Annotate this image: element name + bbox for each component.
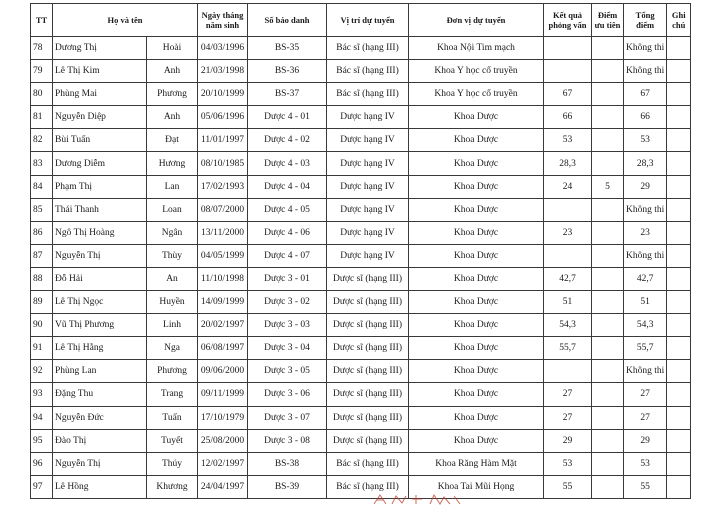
cell-department: Khoa Dược — [409, 129, 544, 152]
header-total-score: Tổng điểm — [624, 4, 667, 37]
cell-notes — [667, 244, 691, 267]
cell-priority-points — [592, 221, 624, 244]
header-priority-points: Điểm ưu tiên — [592, 4, 624, 37]
header-department: Đơn vị dự tuyển — [409, 4, 544, 37]
cell-notes — [667, 429, 691, 452]
table-row — [31, 475, 691, 498]
cell-tt: 87 — [31, 244, 53, 267]
cell-department: Khoa Dược — [409, 175, 544, 198]
cell-priority-points — [592, 60, 624, 83]
cell-surname: Nguyễn Diệp — [53, 106, 147, 129]
cell-priority-points — [592, 129, 624, 152]
cell-surname: Phùng Mai — [53, 83, 147, 106]
cell-interview-result — [544, 198, 592, 221]
cell-given-name: Anh — [147, 106, 198, 129]
cell-priority-points — [592, 314, 624, 337]
cell-tt: 92 — [31, 360, 53, 383]
cell-notes — [667, 37, 691, 60]
header-candidate-number: Số báo danh — [248, 4, 327, 37]
cell-date-of-birth: 14/09/1999 — [198, 291, 248, 314]
table-row — [31, 106, 691, 129]
cell-notes — [667, 406, 691, 429]
header-date-of-birth: Ngày tháng năm sinh — [198, 4, 248, 37]
cell-date-of-birth: 12/02/1997 — [198, 452, 248, 475]
cell-notes — [667, 267, 691, 290]
cell-notes — [667, 106, 691, 129]
cell-position: Dược sĩ (hạng III) — [327, 291, 409, 314]
cell-total-score: 53 — [624, 452, 667, 475]
header-interview-result: Kết quả phỏng vấn — [544, 4, 592, 37]
cell-given-name: Tuấn — [147, 406, 198, 429]
cell-notes — [667, 475, 691, 498]
cell-given-name: Loan — [147, 198, 198, 221]
cell-department: Khoa Dược — [409, 106, 544, 129]
cell-department: Khoa Dược — [409, 429, 544, 452]
cell-interview-result: 29 — [544, 429, 592, 452]
cell-tt: 88 — [31, 267, 53, 290]
cell-priority-points — [592, 106, 624, 129]
cell-given-name: Tuyết — [147, 429, 198, 452]
cell-total-score: 55,7 — [624, 337, 667, 360]
cell-interview-result: 28,3 — [544, 152, 592, 175]
cell-position: Dược sĩ (hạng III) — [327, 337, 409, 360]
cell-date-of-birth: 09/11/1999 — [198, 383, 248, 406]
cell-tt: 78 — [31, 37, 53, 60]
header-tt: TT — [31, 4, 53, 37]
cell-department: Khoa Y học cổ truyền — [409, 60, 544, 83]
cell-given-name: An — [147, 267, 198, 290]
cell-candidate-number: Dược 4 - 03 — [248, 152, 327, 175]
cell-tt: 97 — [31, 475, 53, 498]
cell-date-of-birth: 24/04/1997 — [198, 475, 248, 498]
table-row — [31, 383, 691, 406]
cell-position: Dược sĩ (hạng III) — [327, 429, 409, 452]
table-row — [31, 244, 691, 267]
cell-position: Dược hạng IV — [327, 221, 409, 244]
cell-department: Khoa Dược — [409, 291, 544, 314]
cell-date-of-birth: 11/01/1997 — [198, 129, 248, 152]
cell-priority-points — [592, 360, 624, 383]
cell-position: Bác sĩ (hạng III) — [327, 37, 409, 60]
cell-priority-points — [592, 198, 624, 221]
cell-given-name: Trang — [147, 383, 198, 406]
cell-priority-points: 5 — [592, 175, 624, 198]
cell-tt: 89 — [31, 291, 53, 314]
cell-interview-result: 27 — [544, 406, 592, 429]
cell-date-of-birth: 04/03/1996 — [198, 37, 248, 60]
cell-notes — [667, 314, 691, 337]
cell-candidate-number: Dược 3 - 01 — [248, 267, 327, 290]
cell-given-name: Hương — [147, 152, 198, 175]
table-row — [31, 129, 691, 152]
cell-date-of-birth: 08/07/2000 — [198, 198, 248, 221]
cell-tt: 86 — [31, 221, 53, 244]
cell-given-name: Ngân — [147, 221, 198, 244]
cell-surname: Nguyễn Thị — [53, 244, 147, 267]
cell-department: Khoa Răng Hàm Mặt — [409, 452, 544, 475]
cell-tt: 80 — [31, 83, 53, 106]
cell-surname: Phùng Lan — [53, 360, 147, 383]
cell-department: Khoa Dược — [409, 221, 544, 244]
cell-date-of-birth: 08/10/1985 — [198, 152, 248, 175]
cell-candidate-number: BS-38 — [248, 452, 327, 475]
cell-total-score: 28,3 — [624, 152, 667, 175]
cell-surname: Đỗ Hải — [53, 267, 147, 290]
cell-interview-result: 53 — [544, 129, 592, 152]
cell-date-of-birth: 17/02/1993 — [198, 175, 248, 198]
cell-priority-points — [592, 406, 624, 429]
table-row — [31, 198, 691, 221]
cell-position: Bác sĩ (hạng III) — [327, 452, 409, 475]
cell-candidate-number: Dược 4 - 01 — [248, 106, 327, 129]
cell-notes — [667, 198, 691, 221]
cell-interview-result: 53 — [544, 452, 592, 475]
cell-surname: Nguyễn Thị — [53, 452, 147, 475]
cell-date-of-birth: 11/10/1998 — [198, 267, 248, 290]
cell-department: Khoa Tai Mũi Họng — [409, 475, 544, 498]
cell-date-of-birth: 20/02/1997 — [198, 314, 248, 337]
cell-given-name: Thùy — [147, 244, 198, 267]
cell-candidate-number: Dược 4 - 06 — [248, 221, 327, 244]
cell-priority-points — [592, 267, 624, 290]
cell-position: Dược sĩ (hạng III) — [327, 314, 409, 337]
cell-surname: Dương Diễm — [53, 152, 147, 175]
cell-candidate-number: Dược 4 - 02 — [248, 129, 327, 152]
cell-notes — [667, 452, 691, 475]
cell-notes — [667, 360, 691, 383]
cell-tt: 83 — [31, 152, 53, 175]
cell-tt: 81 — [31, 106, 53, 129]
table-row — [31, 452, 691, 475]
cell-total-score: 51 — [624, 291, 667, 314]
cell-given-name: Lan — [147, 175, 198, 198]
cell-interview-result — [544, 244, 592, 267]
cell-priority-points — [592, 429, 624, 452]
cell-department: Khoa Dược — [409, 244, 544, 267]
table-row — [31, 83, 691, 106]
cell-surname: Ngô Thị Hoàng — [53, 221, 147, 244]
cell-surname: Đào Thị — [53, 429, 147, 452]
cell-surname: Dương Thị — [53, 37, 147, 60]
cell-candidate-number: Dược 3 - 06 — [248, 383, 327, 406]
cell-total-score: Không thi — [624, 244, 667, 267]
cell-given-name: Khương — [147, 475, 198, 498]
cell-candidate-number: Dược 3 - 03 — [248, 314, 327, 337]
cell-total-score: Không thi — [624, 37, 667, 60]
cell-position: Bác sĩ (hạng III) — [327, 83, 409, 106]
cell-given-name: Anh — [147, 60, 198, 83]
cell-position: Dược hạng IV — [327, 152, 409, 175]
cell-total-score: 23 — [624, 221, 667, 244]
cell-notes — [667, 383, 691, 406]
cell-candidate-number: Dược 3 - 08 — [248, 429, 327, 452]
cell-total-score: 66 — [624, 106, 667, 129]
cell-tt: 90 — [31, 314, 53, 337]
cell-interview-result: 67 — [544, 83, 592, 106]
cell-tt: 95 — [31, 429, 53, 452]
cell-interview-result: 42,7 — [544, 267, 592, 290]
table-row — [31, 406, 691, 429]
cell-tt: 91 — [31, 337, 53, 360]
cell-total-score: Không thi — [624, 60, 667, 83]
table-row — [31, 337, 691, 360]
cell-date-of-birth: 25/08/2000 — [198, 429, 248, 452]
cell-priority-points — [592, 244, 624, 267]
header-position: Vị trí dự tuyển — [327, 4, 409, 37]
cell-total-score: 27 — [624, 406, 667, 429]
cell-priority-points — [592, 37, 624, 60]
cell-total-score: 42,7 — [624, 267, 667, 290]
cell-candidate-number: Dược 3 - 02 — [248, 291, 327, 314]
cell-surname: Thái Thanh — [53, 198, 147, 221]
cell-given-name: Phương — [147, 360, 198, 383]
cell-total-score: 27 — [624, 383, 667, 406]
cell-position: Dược sĩ (hạng III) — [327, 383, 409, 406]
cell-surname: Phạm Thị — [53, 175, 147, 198]
cell-surname: Lê Thị Hằng — [53, 337, 147, 360]
table-row — [31, 221, 691, 244]
cell-position: Dược hạng IV — [327, 198, 409, 221]
cell-notes — [667, 83, 691, 106]
cell-candidate-number: Dược 3 - 07 — [248, 406, 327, 429]
cell-candidate-number: Dược 4 - 07 — [248, 244, 327, 267]
cell-total-score: 54,3 — [624, 314, 667, 337]
cell-position: Dược hạng IV — [327, 175, 409, 198]
cell-surname: Lê Hồng — [53, 475, 147, 498]
cell-given-name: Linh — [147, 314, 198, 337]
cell-candidate-number: BS-35 — [248, 37, 327, 60]
cell-date-of-birth: 13/11/2000 — [198, 221, 248, 244]
cell-department: Khoa Dược — [409, 406, 544, 429]
cell-department: Khoa Dược — [409, 314, 544, 337]
cell-department: Khoa Nội Tim mạch — [409, 37, 544, 60]
cell-priority-points — [592, 152, 624, 175]
cell-surname: Đặng Thu — [53, 383, 147, 406]
cell-date-of-birth: 09/06/2000 — [198, 360, 248, 383]
cell-candidate-number: Dược 3 - 05 — [248, 360, 327, 383]
table-row — [31, 152, 691, 175]
cell-interview-result — [544, 37, 592, 60]
cell-total-score: 55 — [624, 475, 667, 498]
table-header-row — [31, 4, 691, 37]
cell-tt: 79 — [31, 60, 53, 83]
table-row — [31, 291, 691, 314]
candidate-results-table — [30, 3, 691, 499]
cell-total-score: 29 — [624, 429, 667, 452]
cell-total-score: Không thi — [624, 198, 667, 221]
header-full-name: Họ và tên — [53, 4, 198, 37]
cell-tt: 96 — [31, 452, 53, 475]
cell-position: Bác sĩ (hạng III) — [327, 60, 409, 83]
cell-given-name: Nga — [147, 337, 198, 360]
cell-department: Khoa Dược — [409, 360, 544, 383]
cell-total-score: 29 — [624, 175, 667, 198]
cell-given-name: Đạt — [147, 129, 198, 152]
cell-date-of-birth: 21/03/1998 — [198, 60, 248, 83]
cell-department: Khoa Dược — [409, 198, 544, 221]
cell-priority-points — [592, 291, 624, 314]
cell-candidate-number: Dược 4 - 05 — [248, 198, 327, 221]
table-row — [31, 314, 691, 337]
table-row — [31, 429, 691, 452]
table-body — [31, 37, 691, 499]
cell-total-score: Không thi — [624, 360, 667, 383]
cell-surname: Nguyễn Đức — [53, 406, 147, 429]
cell-given-name: Thúy — [147, 452, 198, 475]
cell-candidate-number: Dược 4 - 04 — [248, 175, 327, 198]
header-notes: Ghi chú — [667, 4, 691, 37]
cell-interview-result: 55 — [544, 475, 592, 498]
cell-total-score: 67 — [624, 83, 667, 106]
cell-position: Dược sĩ (hạng III) — [327, 267, 409, 290]
cell-tt: 82 — [31, 129, 53, 152]
cell-position: Dược hạng IV — [327, 129, 409, 152]
cell-notes — [667, 175, 691, 198]
cell-position: Bác sĩ (hạng III) — [327, 475, 409, 498]
table-row — [31, 360, 691, 383]
cell-surname: Vũ Thị Phương — [53, 314, 147, 337]
cell-candidate-number: BS-37 — [248, 83, 327, 106]
cell-interview-result: 54,3 — [544, 314, 592, 337]
cell-given-name: Phương — [147, 83, 198, 106]
cell-department: Khoa Dược — [409, 152, 544, 175]
cell-tt: 93 — [31, 383, 53, 406]
cell-date-of-birth: 04/05/1999 — [198, 244, 248, 267]
table-row — [31, 37, 691, 60]
red-stamp-mark — [372, 492, 462, 506]
cell-date-of-birth: 06/08/1997 — [198, 337, 248, 360]
cell-notes — [667, 60, 691, 83]
cell-priority-points — [592, 383, 624, 406]
cell-department: Khoa Dược — [409, 337, 544, 360]
cell-priority-points — [592, 452, 624, 475]
cell-department: Khoa Dược — [409, 383, 544, 406]
cell-interview-result — [544, 360, 592, 383]
cell-tt: 94 — [31, 406, 53, 429]
cell-interview-result: 24 — [544, 175, 592, 198]
cell-priority-points — [592, 475, 624, 498]
cell-date-of-birth: 20/10/1999 — [198, 83, 248, 106]
table-row — [31, 175, 691, 198]
cell-department: Khoa Y học cổ truyền — [409, 83, 544, 106]
cell-notes — [667, 337, 691, 360]
cell-position: Dược sĩ (hạng III) — [327, 360, 409, 383]
cell-surname: Lê Thị Ngọc — [53, 291, 147, 314]
cell-date-of-birth: 05/06/1996 — [198, 106, 248, 129]
table-row — [31, 60, 691, 83]
cell-given-name: Hoài — [147, 37, 198, 60]
cell-tt: 85 — [31, 198, 53, 221]
cell-notes — [667, 152, 691, 175]
cell-notes — [667, 129, 691, 152]
cell-position: Dược sĩ (hạng III) — [327, 406, 409, 429]
cell-interview-result: 51 — [544, 291, 592, 314]
cell-interview-result: 55,7 — [544, 337, 592, 360]
cell-notes — [667, 221, 691, 244]
cell-position: Dược hạng IV — [327, 106, 409, 129]
cell-priority-points — [592, 83, 624, 106]
cell-date-of-birth: 17/10/1979 — [198, 406, 248, 429]
cell-surname: Bùi Tuấn — [53, 129, 147, 152]
cell-notes — [667, 291, 691, 314]
cell-interview-result: 66 — [544, 106, 592, 129]
cell-priority-points — [592, 337, 624, 360]
cell-department: Khoa Dược — [409, 267, 544, 290]
cell-surname: Lê Thị Kim — [53, 60, 147, 83]
cell-candidate-number: Dược 3 - 04 — [248, 337, 327, 360]
cell-candidate-number: BS-39 — [248, 475, 327, 498]
cell-candidate-number: BS-36 — [248, 60, 327, 83]
cell-interview-result: 23 — [544, 221, 592, 244]
cell-tt: 84 — [31, 175, 53, 198]
cell-interview-result: 27 — [544, 383, 592, 406]
cell-total-score: 53 — [624, 129, 667, 152]
cell-position: Dược hạng IV — [327, 244, 409, 267]
table-row — [31, 267, 691, 290]
cell-interview-result — [544, 60, 592, 83]
cell-given-name: Huyền — [147, 291, 198, 314]
